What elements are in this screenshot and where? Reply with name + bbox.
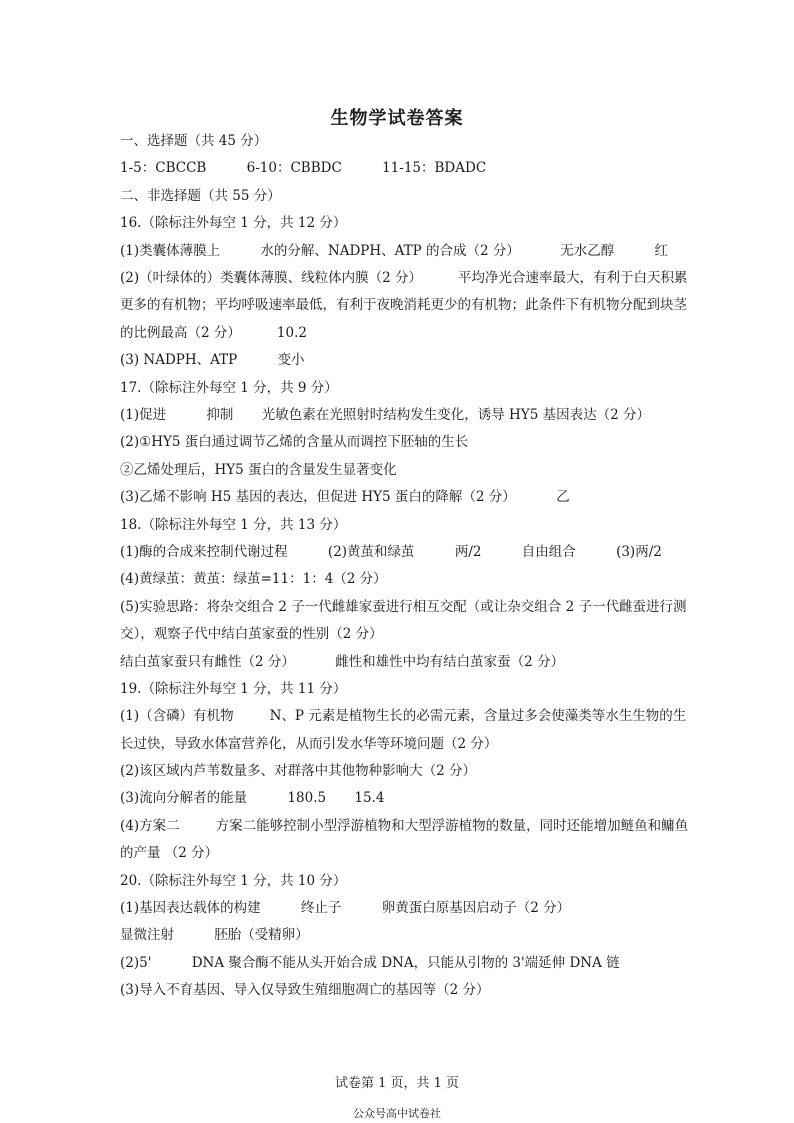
q17-ans-1a: (1)促进 (120, 406, 167, 423)
q19-line3 (120, 785, 690, 812)
q16-ans-1a: (1)类囊体薄膜上 (120, 242, 221, 259)
q20-header: 20.（除标注外每空 1 分，共 10 分） (120, 872, 347, 889)
q16-ans-2b: 平均净光合速率最大，有利于白天积累更多的有机物；平均呼吸速率最低，有利于夜晚消耗更少的有机物；此条件下有机物分配到块茎的比例最高（2 分） (120, 269, 688, 341)
q17-line2: (2)①HY5 蛋白通过调节乙烯的含量从而调控下胚轴的生长 (120, 434, 469, 451)
q17-header: 17.（除标注外每空 1 分，共 9 分） (120, 379, 338, 396)
q18-line3: (5)实验思路：将杂交组合 2 子一代雌雄家蚕进行相互交配（或让杂交组合 2 子一代雌蚕进行测交），观察子代中结白茧家蚕的性别（2 分） (120, 598, 687, 643)
choice-answer-2: 6-10：CBBDC (246, 160, 342, 177)
q18-ans-1e: (3)两/2 (616, 543, 662, 560)
q19-line1 (120, 703, 690, 758)
q20-ans-3a: (2)5' (120, 954, 152, 971)
q19-ans-1a: (1)（含磷）有机物 (120, 708, 234, 725)
page-title: 生物学试卷答案 (330, 108, 464, 129)
q18-line1 (120, 539, 690, 566)
q18-ans-4a: 结白茧家蚕只有雌性（2 分） (120, 653, 295, 670)
q20-ans-2b: 胚胎（受精卵） (214, 927, 309, 944)
answer-content (120, 128, 690, 1005)
choice-answer-3: 11-15：BDADC (382, 160, 487, 177)
q20-line3 (120, 950, 690, 977)
q18-ans-4b: 雌性和雄性中均有结白茧家蚕（2 分） (335, 653, 565, 670)
q16-header: 16.（除标注外每空 1 分，共 12 分） (120, 215, 347, 232)
q19-ans-3a: (3)流向分解者的能量 (120, 790, 248, 807)
q18-ans-1d: 自由组合 (521, 543, 576, 560)
q19-line4 (120, 813, 690, 868)
q16-ans-2c: 10.2 (276, 324, 307, 341)
q19-ans-4b: 方案二能够控制小型浮游植物和大型浮游植物的数量，同时还能增加鲢鱼和鳙鱼的产量 （2 分） (120, 817, 689, 862)
q16-ans-3a: (3) NADPH、ATP (120, 352, 238, 369)
q17-ans-4a: (3)乙烯不影响 H5 基因的表达，但促进 HY5 蛋白的降解（2 分） (120, 489, 516, 506)
q20-ans-3b: DNA 聚合酶不能从头开始合成 DNA，只能从引物的 3'端延伸 DNA 链 (191, 954, 620, 971)
q16-line2 (120, 265, 690, 347)
q17-line1 (120, 402, 690, 429)
choice-answers (120, 155, 690, 182)
section1-heading: 一、选择题（共 45 分） (120, 133, 268, 149)
watermark-text: 公众号高中试卷社 (353, 1107, 441, 1120)
page-number: 试卷第 1 页，共 1 页 (334, 1076, 460, 1091)
q16-ans-3b: 变小 (277, 352, 305, 369)
q20-line2 (120, 922, 690, 949)
q19-ans-3c: 15.4 (354, 790, 385, 807)
q18-ans-1c: 两/2 (454, 543, 482, 560)
q19-ans-3b: 180.5 (287, 790, 327, 807)
q20-line4: (3)导入不育基因、导入仅导致生殖细胞凋亡的基因等（2 分） (120, 982, 490, 999)
q16-line3 (120, 347, 690, 374)
q16-ans-1b: 水的分解、NADPH、ATP 的合成（2 分） (260, 242, 520, 259)
q16-line1 (120, 238, 690, 265)
q17-ans-1c: 光敏色素在光照射时结构发生变化，诱导 HY5 基因表达（2 分） (261, 406, 650, 423)
q20-ans-1a: (1)基因表达载体的构建 (120, 900, 261, 917)
q17-ans-1b: 抑制 (206, 406, 234, 423)
q20-line1 (120, 895, 690, 922)
q19-header: 19.（除标注外每空 1 分，共 11 分） (120, 680, 347, 697)
section2-heading: 二、非选择题（共 55 分） (120, 187, 281, 204)
q18-ans-1b: (2)黄茧和绿茧 (327, 543, 415, 560)
q17-line3: ②乙烯处理后，HY5 蛋白的含量发生显著变化 (120, 461, 397, 478)
q20-ans-2a: 显微注射 (120, 927, 174, 944)
choice-answer-1: 1-5：CBCCB (120, 160, 207, 177)
q16-ans-1c: 无水乙醇 (560, 242, 615, 259)
q18-ans-1a: (1)酶的合成来控制代谢过程 (120, 543, 288, 560)
q18-line2: (4)黄绿茧：黄茧：绿茧=11：1：4（2 分） (120, 571, 387, 588)
q17-ans-4b: 乙 (556, 489, 570, 506)
q16-ans-1d: 红 (654, 242, 669, 259)
q17-line4 (120, 484, 690, 511)
q18-line4 (120, 649, 690, 676)
q19-ans-4a: (4)方案二 (120, 817, 180, 834)
q18-header: 18.（除标注外每空 1 分，共 13 分） (120, 516, 347, 533)
q19-line2: (2)该区域内芦苇数量多、对群落中其他物种影响大（2 分） (120, 763, 477, 780)
q20-ans-1b: 终止子 (300, 900, 342, 917)
q16-ans-2a: (2)（叶绿体的）类囊体薄膜、线粒体内膜（2 分） (120, 269, 423, 286)
q20-ans-1c: 卵黄蛋白原基因启动子（2 分） (381, 900, 571, 917)
q19-ans-1b: N、P 元素是植物生长的必需元素，含量过多会使藻类等水生生物的生长过快，导致水体富营养化，从而引发水华等环境问题（2 分） (120, 708, 687, 752)
